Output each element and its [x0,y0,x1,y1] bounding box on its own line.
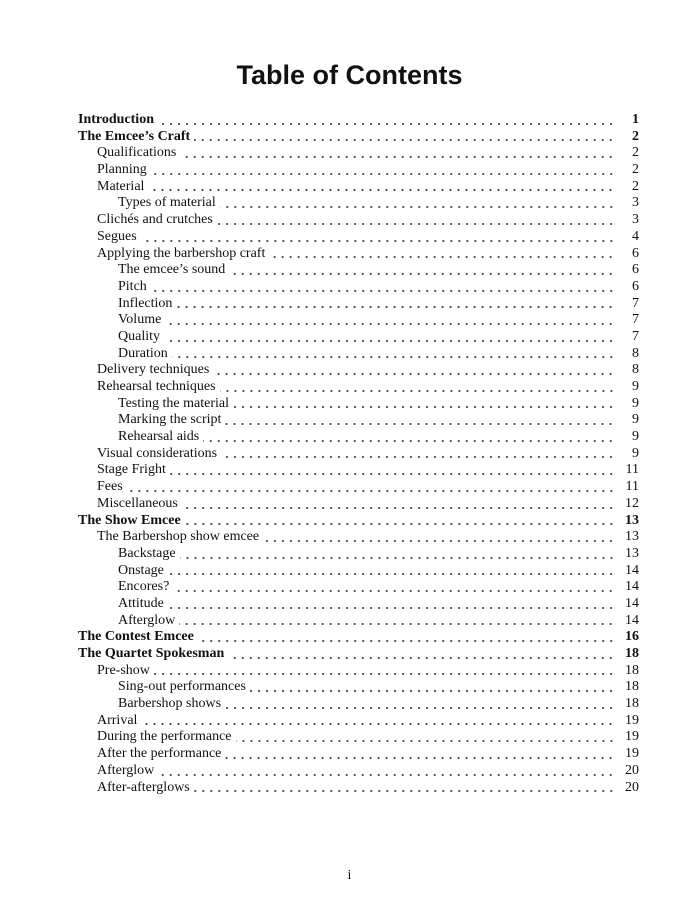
toc-entry-title: Clichés and crutches [97,212,213,228]
toc-entry-page: 3 [632,212,639,228]
toc-entry[interactable] [78,246,639,263]
toc-entry[interactable] [78,479,639,496]
toc-entry-page: 20 [625,779,639,795]
toc-entry-title: Pitch [118,278,147,294]
page-number-footer: i [347,868,352,883]
toc-entry-title: Miscellaneous [97,495,178,511]
toc-entry-page: 18 [625,646,639,661]
toc-entry[interactable] [78,763,639,780]
toc-entry-title: Quality [118,328,160,344]
dot-leader [225,706,615,710]
toc-entry[interactable] [78,629,639,646]
dot-leader [141,722,615,726]
toc-entry-page: 11 [625,479,639,495]
toc-entry-title: Material [97,178,145,194]
toc-entry[interactable] [78,429,639,446]
dot-leader [168,606,615,610]
page-title: Table of Contents [236,60,463,90]
dot-leader [225,422,615,426]
toc-entry-page: 16 [625,629,639,645]
toc-entry-title: Barbershop shows [118,696,222,712]
toc-entry[interactable] [78,162,639,179]
toc-entry-page: 13 [625,545,639,561]
dot-leader [172,355,615,359]
dot-leader [250,689,615,693]
dot-leader [170,472,615,476]
toc-entry[interactable] [78,596,639,613]
dot-leader [176,305,615,309]
dot-leader [158,122,615,126]
dot-leader [179,622,615,626]
toc-entry-page: 9 [632,445,639,461]
toc-entry-title: The emcee’s sound [118,262,226,278]
toc-entry[interactable] [78,646,639,663]
dot-leader [148,188,615,192]
dot-leader [151,172,615,176]
dot-leader [233,405,615,409]
toc-entry-page: 20 [625,762,639,778]
toc-entry-title: The Barbershop show emcee [97,529,260,545]
toc-entry-title: Fees [97,479,123,495]
toc-entry-page: 7 [632,328,639,344]
toc-entry-page: 9 [632,379,639,394]
toc-entry-page: 2 [632,128,639,144]
toc-entry[interactable] [78,129,639,146]
toc-entry[interactable] [78,679,639,696]
toc-entry[interactable] [78,279,639,296]
dot-leader [220,389,615,393]
dot-leader [182,506,615,510]
toc-entry-page: 18 [625,662,639,678]
toc-entry-title: During the performance [97,729,232,745]
dot-leader [194,138,615,142]
toc-entry[interactable] [78,663,639,680]
toc-entry[interactable] [78,362,639,379]
toc-entry[interactable] [78,780,639,797]
toc-entry[interactable] [78,212,639,229]
toc-entry[interactable] [78,112,639,129]
toc-entry-page: 12 [625,495,639,511]
toc-entry-page: 14 [625,562,639,578]
toc-entry-title: Delivery techniques [97,362,210,378]
toc-entry[interactable] [78,746,639,763]
toc-entry-title: Segues [97,228,137,244]
toc-entry-title: The Show Emcee [78,512,181,528]
toc-entry-title: Marking the script [118,412,222,428]
toc-entry-title: Onstage [118,562,164,578]
toc-entry[interactable] [78,713,639,730]
dot-leader [194,789,615,793]
toc-entry-page: 7 [632,295,639,311]
toc-entry-title: The Quartet Spokesman [78,646,225,661]
toc-entry[interactable] [78,312,639,329]
dot-leader [213,372,615,376]
toc-entry[interactable] [78,696,639,713]
dot-leader [141,239,615,243]
dot-leader [229,272,615,276]
toc-entry[interactable] [78,529,639,546]
dot-leader [221,455,615,459]
dot-leader [185,522,615,526]
toc-entry-title: Stage Fright [97,462,166,478]
toc-entry-title: Afterglow [118,612,176,628]
dot-leader [173,589,615,593]
dot-leader [165,322,615,326]
toc-entry-page: 9 [632,412,639,428]
toc-entry-page: 14 [625,612,639,628]
toc-entry[interactable] [78,412,639,429]
toc-entry-page: 4 [632,228,639,244]
toc-entry[interactable] [78,379,639,396]
toc-entry-page: 6 [632,245,639,261]
toc-entry[interactable] [78,229,639,246]
toc-entry-page: 7 [632,312,639,328]
toc-entry[interactable] [78,145,639,162]
toc-entry-title: After-afterglows [97,779,190,795]
toc-entry-page: 1 [632,112,639,127]
toc-entry-title: Attitude [118,595,164,611]
toc-entry[interactable] [78,346,639,363]
dot-leader [151,289,615,293]
toc-entry-title: Applying the barbershop craft [97,245,266,261]
dot-leader [154,672,615,676]
dot-leader [180,556,615,560]
toc-entry-title: Arrival [97,712,138,728]
toc-entry-page: 11 [625,462,639,478]
dot-leader [225,756,615,760]
dot-leader [180,155,615,159]
toc-entry-page: 9 [632,395,639,411]
toc-entry[interactable] [78,195,639,212]
toc-entry-page: 2 [632,162,639,178]
dot-leader [269,255,615,259]
toc-entry[interactable] [78,513,639,530]
toc-entry-title: Duration [118,345,168,361]
toc-entry-page: 19 [625,729,639,745]
toc-entry-title: Backstage [118,545,176,561]
dot-leader [217,222,615,226]
toc-entry[interactable] [78,496,639,513]
toc-entry-page: 18 [625,679,639,695]
toc-entry[interactable] [78,729,639,746]
toc-entry[interactable] [78,396,639,413]
toc-entry-title: Types of material [118,195,216,211]
toc-entry-page: 13 [625,529,639,545]
toc-entry[interactable] [78,546,639,563]
toc-entry-title: The Emcee’s Craft [78,128,191,144]
dot-leader [198,639,615,643]
toc-entry-page: 2 [632,145,639,161]
toc-entry-page: 9 [632,429,639,445]
toc-entry[interactable] [78,179,639,196]
toc-entry-title: Rehearsal aids [118,429,200,445]
toc-entry[interactable] [78,563,639,580]
toc-entry-title: Rehearsal techniques [97,379,216,394]
toc-entry[interactable] [78,613,639,630]
toc-entry-title: Testing the material [118,395,229,411]
toc-entry-title: Visual considerations [97,445,218,461]
dot-leader [127,489,615,493]
toc-entry-page: 14 [625,579,639,595]
toc-entry-page: 6 [632,278,639,294]
toc-entry-page: 19 [625,746,639,762]
dot-leader [203,439,615,443]
toc-entry-title: Encores? [118,579,170,595]
toc-entry-title: Qualifications [97,145,177,161]
toc-entry-title: Afterglow [97,762,155,778]
toc-entry-title: The Contest Emcee [78,629,194,645]
dot-leader [220,205,615,209]
toc-entry[interactable] [78,579,639,596]
toc-entry-title: Pre-show [97,662,150,678]
toc-entry[interactable] [78,329,639,346]
toc-entry-page: 8 [632,345,639,361]
toc-entry-page: 18 [625,696,639,712]
toc-entry-page: 8 [632,362,639,378]
toc-entry-page: 3 [632,195,639,211]
dot-leader [228,656,615,660]
toc-entry-title: Sing-out performances [118,679,246,695]
toc-entry-title: Planning [97,162,147,178]
toc-entry-page: 14 [625,595,639,611]
toc-entry[interactable] [78,262,639,279]
toc-entry[interactable] [78,446,639,463]
dot-leader [168,572,615,576]
dot-leader [236,739,616,743]
toc-entry-title: Introduction [78,112,154,127]
toc-entry-page: 13 [625,512,639,528]
toc-entry-page: 19 [625,712,639,728]
toc-entry-title: After the performance [97,746,222,762]
dot-leader [158,773,615,777]
toc-entry-page: 6 [632,262,639,278]
toc-entry-title: Inflection [118,295,173,311]
toc-entry-page: 2 [632,178,639,194]
toc-entry[interactable] [78,462,639,479]
dot-leader [263,539,615,543]
toc-entry[interactable] [78,296,639,313]
table-of-contents [78,112,639,796]
toc-entry-title: Volume [118,312,162,328]
dot-leader [164,339,615,343]
